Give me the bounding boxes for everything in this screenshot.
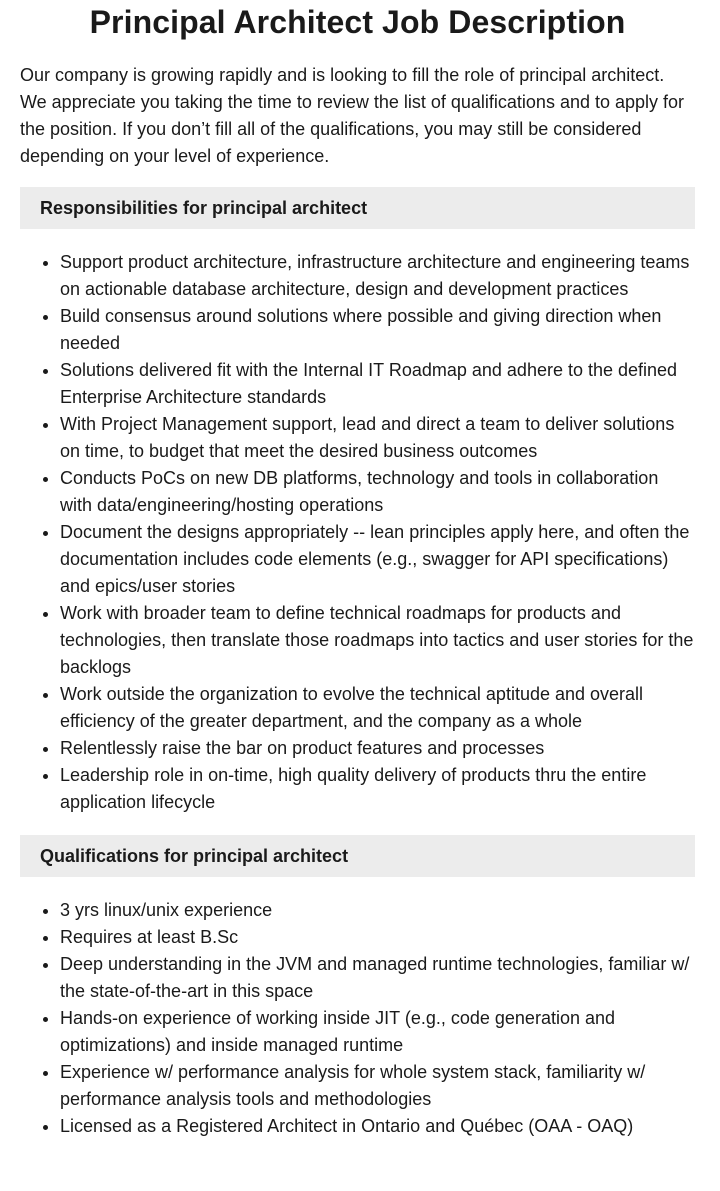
list-item: • Work with broader team to define technical roadmaps for products and technologies, then translate those roadmaps into tactics and user stories for the backlogs (60, 600, 695, 681)
list-item: • Hands-on experience of working inside JIT (e.g., code generation and optimizations) and inside managed runtime (60, 1005, 695, 1059)
list-item: • Deep understanding in the JVM and managed runtime technologies, familiar w/ the state-of-the-art in this space (60, 951, 695, 1005)
responsibilities-heading: Responsibilities for principal architect (20, 187, 695, 229)
list-item: • Document the designs appropriately -- lean principles apply here, and often the documentation includes code elements (e.g., swagger for API specifications) and epics/user stories (60, 519, 695, 600)
list-item: • Solutions delivered fit with the Internal IT Roadmap and adhere to the defined Enterprise Architecture standards (60, 357, 695, 411)
responsibilities-list (20, 249, 695, 816)
list-item: • Requires at least B.Sc (60, 924, 695, 951)
qualifications-list (20, 897, 695, 1140)
intro-paragraph: Our company is growing rapidly and is looking to fill the role of principal architect. We appreciate you taking the time to review the list of qualifications and to apply for the position. If you don’t fill all of the qualifications, you may still be considered depending on your level of experience. (20, 65, 685, 166)
list-item: • Leadership role in on-time, high quality delivery of products thru the entire application lifecycle (60, 762, 695, 816)
page-title: Principal Architect Job Description (89, 4, 626, 40)
qualifications-heading: Qualifications for principal architect (20, 835, 695, 877)
list-item: • Relentlessly raise the bar on product features and processes (60, 735, 695, 762)
list-item: • Work outside the organization to evolve the technical aptitude and overall efficiency of the greater department, and the company as a whole (60, 681, 695, 735)
list-item: • 3 yrs linux/unix experience (60, 897, 695, 924)
list-item: • Licensed as a Registered Architect in Ontario and Québec (OAA - OAQ) (60, 1113, 695, 1140)
list-item: • Experience w/ performance analysis for whole system stack, familiarity w/ performance analysis tools and methodologies (60, 1059, 695, 1113)
list-item: • Support product architecture, infrastructure architecture and engineering teams on actionable database architecture, design and development practices (60, 249, 695, 303)
list-item: • Conducts PoCs on new DB platforms, technology and tools in collaboration with data/engineering/hosting operations (60, 465, 695, 519)
list-item: • Build consensus around solutions where possible and giving direction when needed (60, 303, 695, 357)
list-item: • With Project Management support, lead and direct a team to deliver solutions on time, to budget that meet the desired business outcomes (60, 411, 695, 465)
